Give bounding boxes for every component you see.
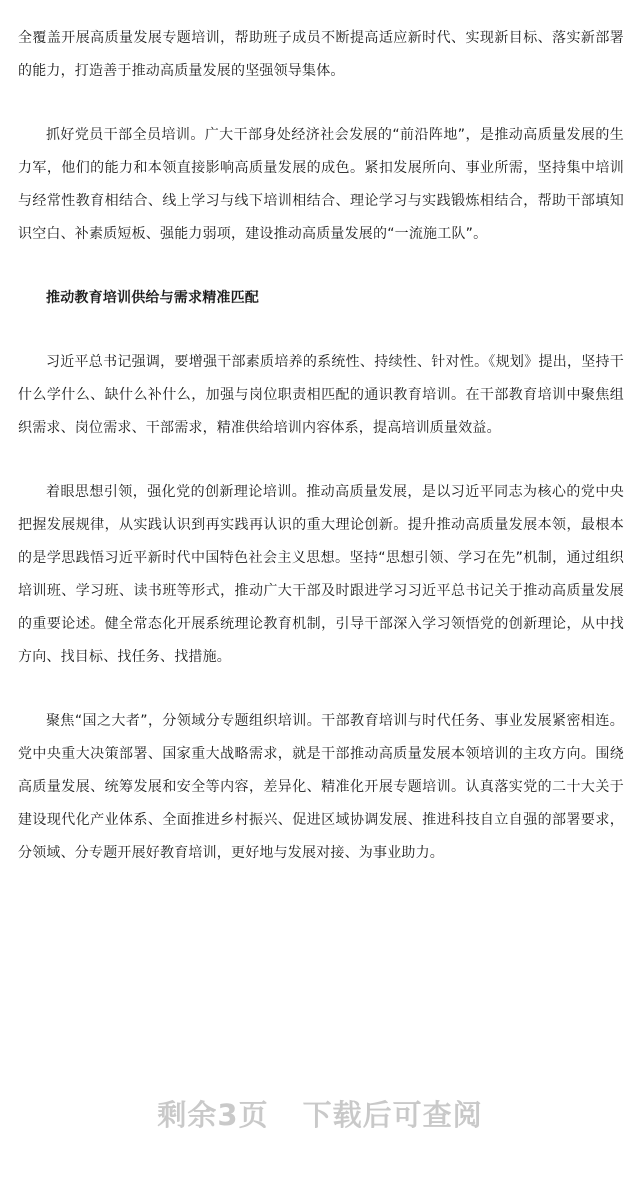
download-prompt-banner[interactable]: [0, 1093, 640, 1133]
remaining-pages-label: 剩余3页: [157, 1097, 269, 1132]
article-paragraph: 抓好党员干部全员培训。广大干部身处经济社会发展的“前沿阵地”，是推动高质量发展的生力军，他们的能力和本领直接影响高质量发展的成色。紧扣发展所向、事业所需，坚持集中培训与经常性教育相结合、线上学习与线下培训相结合、理论学习与实践锻炼相结合，帮助干部填知识空白、补素质短板、强能力弱项，建设推动高质量发展的“一流施工队”。: [18, 127, 624, 242]
article-paragraph: 全覆盖开展高质量发展专题培训，帮助班子成员不断提高适应新时代、实现新目标、落实新部署的能力，打造善于推动高质量发展的坚强领导集体。: [18, 30, 624, 79]
download-to-view-label[interactable]: 下载后可查阅: [302, 1097, 483, 1132]
article-paragraph: 着眼思想引领，强化党的创新理论培训。推动高质量发展，是以习近平同志为核心的党中央把握发展规律，从实践认识到再实践再认识的重大理论创新。提升推动高质量发展本领，最根本的是学思践悟习近平新时代中国特色社会主义思想。坚持“思想引领、学习在先”机制，通过组织培训班、学习班、读书班等形式，推动广大干部及时跟进学习习近平总书记关于推动高质量发展的重要论述。健全常态化开展系统理论教育机制，引导干部深入学习领悟党的创新理论，从中找方向、找目标、找任务、找措施。: [18, 484, 624, 665]
article-body: [18, 22, 624, 901]
article-paragraph: 聚焦“国之大者”，分领域分专题组织培训。干部教育培训与时代任务、事业发展紧密相连。党中央重大决策部署、国家重大战略需求，就是干部推动高质量发展本领培训的主攻方向。围绕高质量发展、统筹发展和安全等内容，差异化、精准化开展专题培训。认真落实党的二十大关于建设现代化产业体系、全面推进乡村振兴、促进区域协调发展、推进科技自立自强的部署要求，分领域、分专题开展好教育培训，更好地与发展对接、为事业助力。: [18, 713, 624, 861]
article-paragraph: 习近平总书记强调，要增强干部素质培养的系统性、持续性、针对性。《规划》提出，坚持干什么学什么、缺什么补什么，加强与岗位职责相匹配的通识教育培训。在干部教育培训中聚焦组织需求、岗位需求、干部需求，精准供给培训内容体系，提高培训质量效益。: [18, 354, 624, 436]
section-heading: 推动教育培训供给与需求精准匹配: [46, 290, 259, 306]
